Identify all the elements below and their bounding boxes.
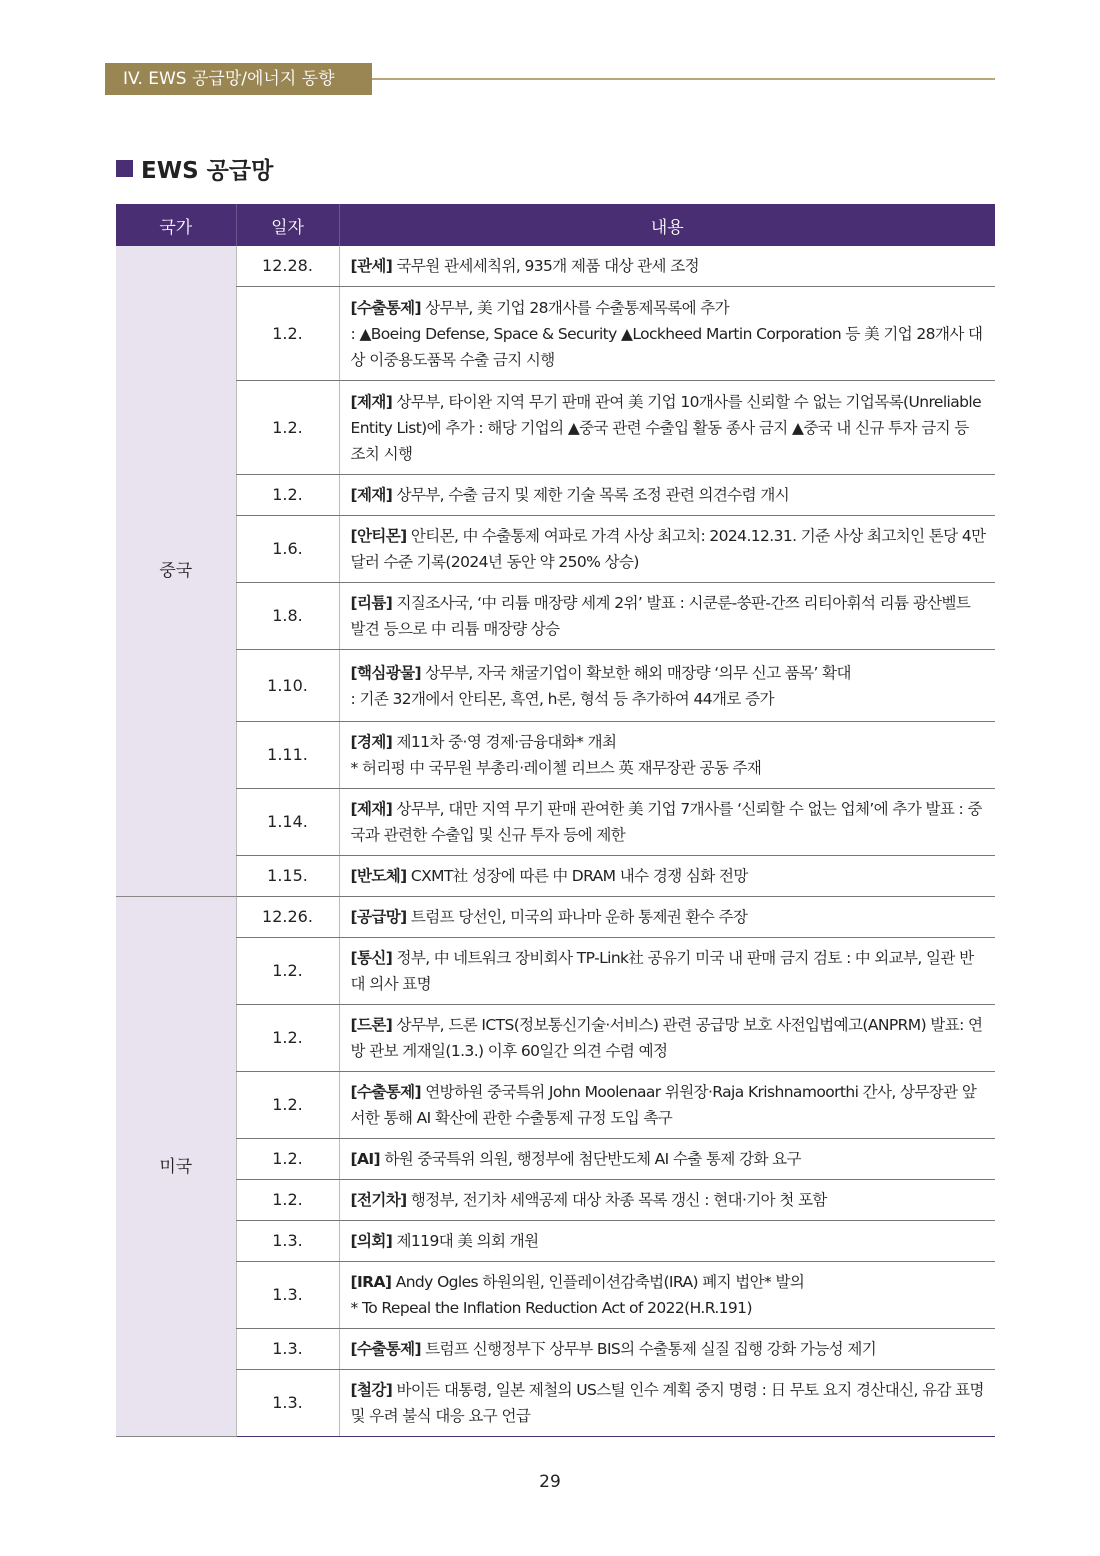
- header-content: 내용: [339, 204, 995, 246]
- content-cell: [339, 938, 995, 1005]
- content-text: 행정부, 전기차 세액공제 대상 차종 목록 갱신 : 현대·기아 첫 포함: [406, 1191, 827, 1209]
- table-row: [116, 1005, 995, 1072]
- content-text: 상무부, 대만 지역 무기 판매 관여한 美 기업 7개사를 ‘신뢰할 수 없는 업체’에 추가 발표 : 중국과 관련한 수출입 및 신규 투자 등에 제한: [350, 800, 982, 844]
- content-cell: [339, 475, 995, 516]
- header-country: 국가: [116, 204, 236, 246]
- content-text: 하원 중국특위 의원, 행정부에 첨단반도체 AI 수출 통제 강화 요구: [380, 1150, 801, 1168]
- date-cell: 1.3.: [236, 1221, 339, 1262]
- category-tag: [리튬]: [350, 594, 393, 612]
- table-row: [116, 475, 995, 516]
- category-tag: [통신]: [350, 949, 393, 967]
- table-row: [116, 381, 995, 475]
- table-header-row: [116, 204, 995, 246]
- content-cell: [339, 583, 995, 650]
- content-cell: [339, 246, 995, 287]
- category-tag: [반도체]: [350, 867, 407, 885]
- date-cell: 1.2.: [236, 475, 339, 516]
- section-header-band: [105, 63, 372, 95]
- table-row: [116, 789, 995, 856]
- content-text: 바이든 대통령, 일본 제철의 US스틸 인수 계획 중지 명령 : 日 무토 요지 경산대신, 유감 표명 및 우려 불식 대응 요구 언급: [350, 1381, 984, 1425]
- category-tag: [수출통제]: [350, 1340, 421, 1358]
- date-cell: 1.2.: [236, 287, 339, 381]
- category-tag: [전기차]: [350, 1191, 407, 1209]
- category-tag: [제재]: [350, 392, 393, 411]
- content-text: 상무부, 수출 금지 및 제한 기술 목록 조정 관련 의견수렴 개시: [392, 486, 790, 504]
- content-text: 제119대 美 의회 개원: [392, 1232, 539, 1250]
- date-cell: 1.14.: [236, 789, 339, 856]
- table-row: [116, 583, 995, 650]
- table-row: [116, 1072, 995, 1139]
- date-cell: 1.2.: [236, 1072, 339, 1139]
- content-text: 안티몬, 中 수출통제 여파로 가격 사상 최고치: 2024.12.31. 기준 사상 최고치인 톤당 4만 달러 수준 기록(2024년 동안 약 250% 상승): [350, 527, 986, 571]
- table-row: [116, 856, 995, 897]
- date-cell: 1.3.: [236, 1262, 339, 1329]
- date-cell: 1.15.: [236, 856, 339, 897]
- content-text: 국무원 관세세칙위, 935개 제품 대상 관세 조정: [392, 257, 699, 275]
- table-row: [116, 722, 995, 789]
- page-number: 29: [539, 1472, 561, 1492]
- date-cell: 1.2.: [236, 1005, 339, 1072]
- date-cell: 1.8.: [236, 583, 339, 650]
- content-cell: [339, 381, 995, 475]
- date-cell: 1.11.: [236, 722, 339, 789]
- date-cell: 1.2.: [236, 381, 339, 475]
- table-row: [116, 650, 995, 722]
- content-text: 상무부, 드론 ICTS(정보통신기술·서비스) 관련 공급망 보호 사전입법예고(ANPRM) 발표: 연방 관보 게재일(1.3.) 이후 60일간 의견 수렴 예정: [350, 1016, 983, 1060]
- date-cell: 1.2.: [236, 938, 339, 1005]
- content-cell: [339, 1221, 995, 1262]
- content-cell: [339, 722, 995, 789]
- category-tag: [수출통제]: [350, 1083, 421, 1101]
- content-cell: [339, 1180, 995, 1221]
- category-tag: [드론]: [350, 1016, 393, 1034]
- content-cell: [339, 650, 995, 722]
- content-text: 상무부, 美 기업 28개사를 수출통제목록에 추가 : ▲Boeing Defense, Space & Security ▲Lockheed Martin Corporation 등 美 기업 28개사 대상 이중용도품목 수출 금지 시행: [350, 298, 983, 369]
- content-cell: [339, 1005, 995, 1072]
- date-cell: 1.2.: [236, 1139, 339, 1180]
- date-cell: 1.3.: [236, 1370, 339, 1437]
- table-row: [116, 938, 995, 1005]
- date-cell: 1.10.: [236, 650, 339, 722]
- section-header-label: IV. EWS 공급망/에너지 동향: [123, 69, 335, 89]
- content-cell: [339, 1329, 995, 1370]
- table-row: [116, 897, 995, 938]
- content-cell: [339, 897, 995, 938]
- category-tag: [관세]: [350, 257, 393, 275]
- category-tag: [수출통제]: [350, 298, 421, 317]
- category-tag: [제재]: [350, 486, 393, 504]
- country-cell: 미국: [116, 897, 236, 1437]
- table-row: [116, 1370, 995, 1437]
- date-cell: 12.28.: [236, 246, 339, 287]
- header-rule: [372, 78, 995, 80]
- section-title: [116, 152, 273, 184]
- content-cell: [339, 789, 995, 856]
- country-cell: 중국: [116, 246, 236, 897]
- table-row: [116, 287, 995, 381]
- content-text: Andy Ogles 하원의원, 인플레이션감축법(IRA) 폐지 법안* 발의 * To Repeal the Inflation Reduction Act of 2022(H.R.191): [350, 1273, 805, 1317]
- date-cell: 1.2.: [236, 1180, 339, 1221]
- content-text: 트럼프 당선인, 미국의 파나마 운하 통제권 환수 주장: [406, 908, 748, 926]
- section-title-text: EWS 공급망: [141, 157, 274, 184]
- content-cell: [339, 1262, 995, 1329]
- content-cell: [339, 1139, 995, 1180]
- category-tag: [의회]: [350, 1232, 393, 1250]
- content-cell: [339, 287, 995, 381]
- table-row: [116, 1262, 995, 1329]
- table-body: [116, 246, 995, 1437]
- category-tag: [철강]: [350, 1381, 393, 1399]
- date-cell: 1.6.: [236, 516, 339, 583]
- content-cell: [339, 856, 995, 897]
- content-text: 상무부, 타이완 지역 무기 판매 관여 美 기업 10개사를 신뢰할 수 없는 기업목록(Unreliable Entity List)에 추가 : 해당 기업의 ▲중국 관련 수출입 활동 종사 금지 ▲중국 내 신규 투자 금지 등 조치 시행: [350, 392, 982, 463]
- category-tag: [경제]: [350, 733, 393, 751]
- table-row: [116, 246, 995, 287]
- category-tag: [공급망]: [350, 908, 407, 926]
- content-text: CXMT社 성장에 따른 中 DRAM 내수 경쟁 심화 전망: [406, 867, 748, 885]
- table-row: [116, 516, 995, 583]
- content-text: 지질조사국, ‘中 리튬 매장량 세계 2위’ 발표 : 시쿤룬-쑹판-간쯔 리티아휘석 리튬 광산벨트 발견 등으로 中 리튬 매장량 상승: [350, 594, 971, 638]
- date-cell: 1.3.: [236, 1329, 339, 1370]
- table-row: [116, 1329, 995, 1370]
- square-bullet-icon: [116, 160, 133, 177]
- category-tag: [안티몬]: [350, 527, 407, 545]
- content-text: 트럼프 신행정부下 상무부 BIS의 수출통제 실질 집행 강화 가능성 제기: [420, 1340, 877, 1358]
- header-date: 일자: [236, 204, 339, 246]
- category-tag: [제재]: [350, 800, 393, 818]
- category-tag: [AI]: [350, 1150, 381, 1168]
- table-row: [116, 1221, 995, 1262]
- table-row: [116, 1180, 995, 1221]
- content-cell: [339, 516, 995, 583]
- category-tag: [IRA]: [350, 1273, 392, 1291]
- content-text: 상무부, 자국 채굴기업이 확보한 해외 매장량 ‘의무 신고 품목’ 확대 : 기존 32개에서 안티몬, 흑연, h론, 형석 등 추가하여 44개로 증가: [350, 663, 851, 708]
- table-row: [116, 1139, 995, 1180]
- content-cell: [339, 1370, 995, 1437]
- content-text: 제11차 중·영 경제·금융대화* 개최 * 허리펑 中 국무원 부총리·레이첼 리브스 英 재무장관 공동 주재: [350, 733, 762, 777]
- supply-chain-table: [116, 204, 995, 1437]
- content-cell: [339, 1072, 995, 1139]
- content-text: 정부, 中 네트워크 장비회사 TP-Link社 공유기 미국 내 판매 금지 검토 : 中 외교부, 일관 반대 의사 표명: [350, 949, 974, 993]
- date-cell: 12.26.: [236, 897, 339, 938]
- content-text: 연방하원 중국특위 John Moolenaar 위원장·Raja Krishnamoorthi 간사, 상무장관 앞 서한 통해 AI 확산에 관한 수출통제 규정 도입 촉구: [350, 1083, 977, 1127]
- category-tag: [핵심광물]: [350, 663, 421, 682]
